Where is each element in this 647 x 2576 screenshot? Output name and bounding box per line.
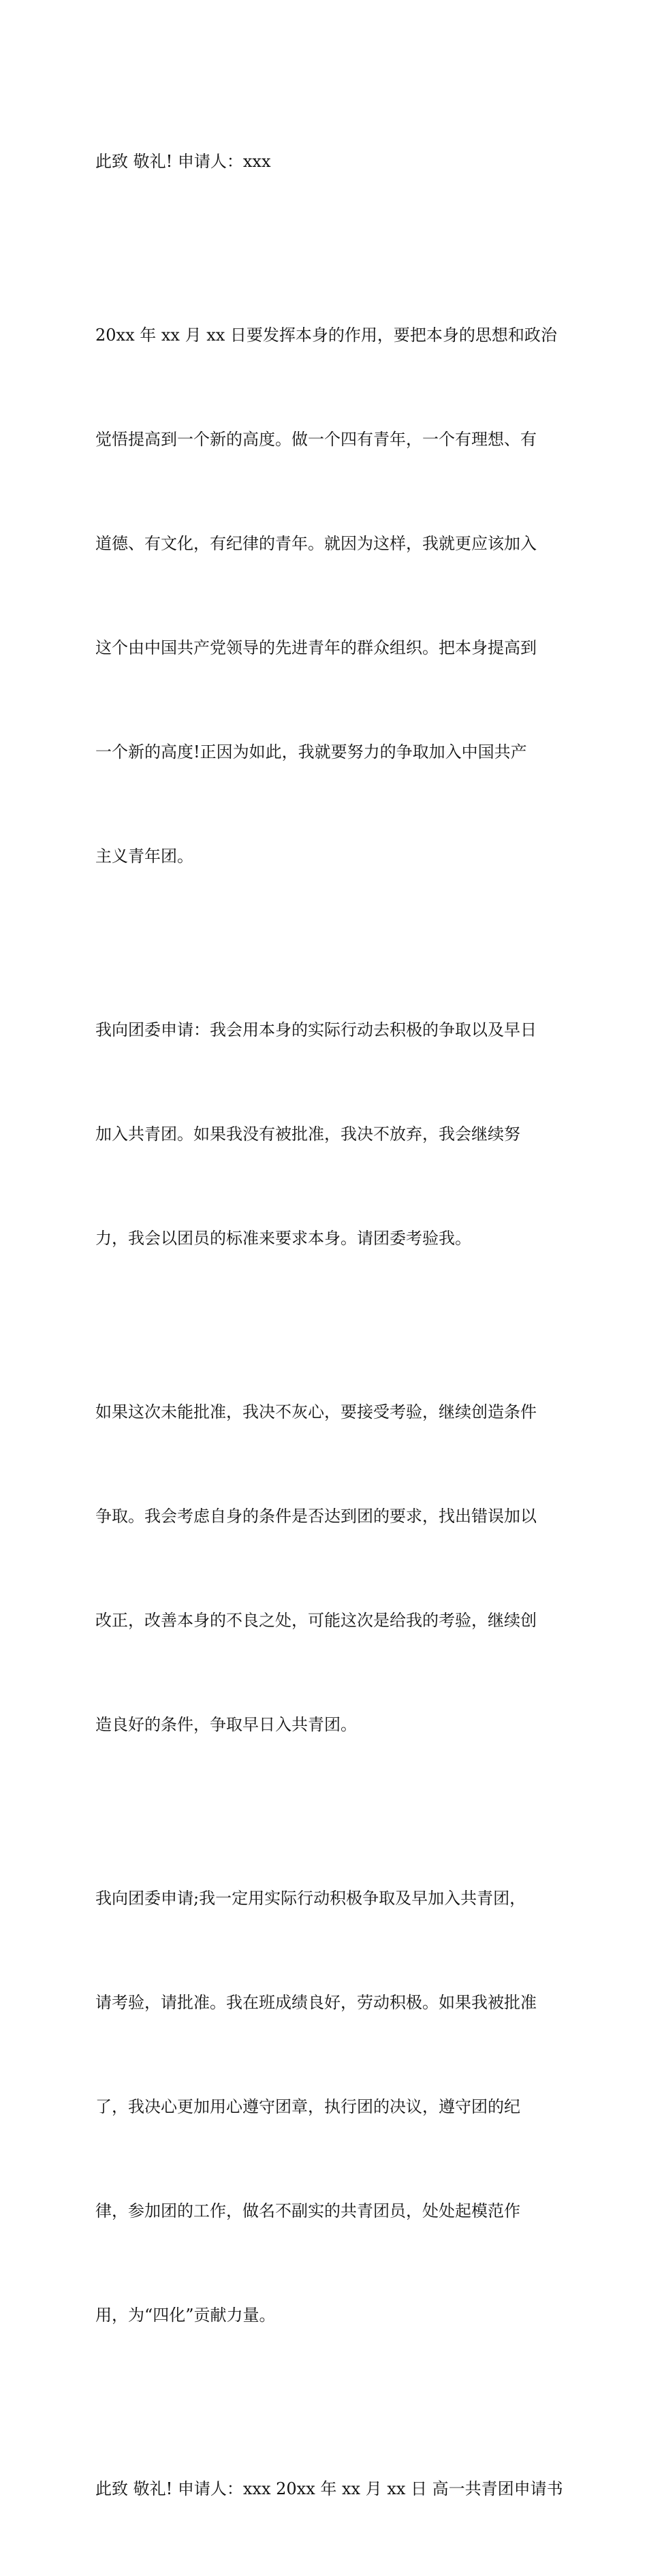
text-line: 力，我会以团员的标准来要求本身。请团委考验我。 (95, 1229, 471, 1248)
text-line: 一个新的高度!正因为如此，我就要努力的争取加入中国共产 (95, 742, 527, 761)
final-salutation-paragraph (95, 2402, 563, 2576)
body-paragraph-4 (95, 1812, 555, 2402)
body-paragraph-3 (95, 1325, 555, 1812)
text-line: 主义青年团。 (95, 847, 193, 866)
text-line: 了，我决心更加用心遵守团章，执行团的决议，遵守团的纪 (95, 2097, 520, 2116)
text-line: 加入共青团。如果我没有被批准，我决不放弃，我会继续努 (95, 1125, 520, 1144)
closing-salutation-paragraph (95, 75, 555, 249)
text-line: 律，参加团的工作，做名不副实的共青团员，处处起模范作 (95, 2201, 520, 2220)
text-line: 改正，改善本身的不良之处，可能这次是给我的考验，继续创 (95, 1611, 537, 1630)
text-line: 用，为“四化”贡献力量。 (95, 2306, 276, 2325)
text-line: 这个由中国共产党领导的先进青年的群众组织。把本身提高到 (95, 638, 537, 657)
text-line: 觉悟提高到一个新的高度。做一个四有青年，一个有理想、有 (95, 430, 537, 449)
text-line: 20xx 年 xx 月 xx 日要发挥本身的作用，要把本身的思想和政治 (95, 326, 557, 345)
text-line: 我向团委申请：我会用本身的实际行动去积极的争取以及早日 (95, 1020, 537, 1039)
text-line: 我向团委申请;我一定用实际行动积极争取及早加入共青团， (95, 1889, 526, 1908)
body-paragraph-2 (95, 943, 555, 1325)
text-line: 请考验，请批准。我在班成绩良好，劳动积极。如果我被批准 (95, 1993, 537, 2012)
text-line: 此致 敬礼! 申请人：xxx 20xx 年 xx 月 xx 日 高一共青团申请书 (95, 2479, 563, 2498)
text-line: 如果这次未能批准，我决不灰心，要接受考验，继续创造条件 (95, 1402, 537, 1421)
text-line: 造良好的条件，争取早日入共青团。 (95, 1715, 357, 1734)
body-paragraph-1 (95, 249, 555, 943)
text-line: 道德、有文化，有纪律的青年。就因为这样，我就更应该加入 (95, 534, 537, 553)
text-line: 此致 敬礼! 申请人：xxx (95, 152, 271, 171)
text-line: 争取。我会考虑自身的条件是否达到团的要求，找出错误加以 (95, 1507, 537, 1526)
document-body (95, 75, 563, 2576)
